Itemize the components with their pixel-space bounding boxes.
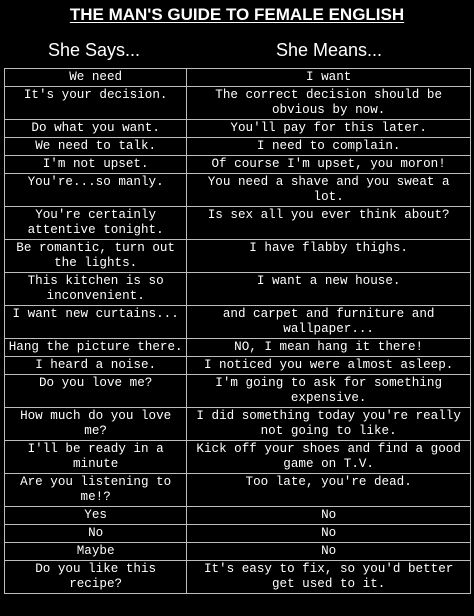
- table-row: [5, 306, 471, 339]
- she-means-cell: Of course I'm upset, you moron!: [187, 156, 471, 174]
- column-header-she-says: She Says...: [48, 40, 141, 60]
- table-row: [5, 525, 471, 543]
- table-body: [5, 69, 471, 594]
- she-says-cell: Do you like this recipe?: [5, 561, 187, 594]
- she-means-cell: No: [187, 543, 471, 561]
- she-says-cell: It's your decision.: [5, 87, 187, 120]
- table-row: [5, 240, 471, 273]
- she-says-cell: I heard a noise.: [5, 357, 187, 375]
- she-says-cell: Are you listening to me!?: [5, 474, 187, 507]
- she-means-cell: No: [187, 507, 471, 525]
- she-says-cell: We need to talk.: [5, 138, 187, 156]
- table-row: [5, 507, 471, 525]
- page-title: THE MAN'S GUIDE TO FEMALE ENGLISH: [69, 5, 405, 24]
- table-row: [5, 87, 471, 120]
- she-means-cell: I want a new house.: [187, 273, 471, 306]
- table-row: [5, 561, 471, 594]
- table-row: [5, 543, 471, 561]
- she-says-cell: You're...so manly.: [5, 174, 187, 207]
- she-says-cell: You're certainly attentive tonight.: [5, 207, 187, 240]
- table-row: [5, 375, 471, 408]
- she-means-cell: No: [187, 525, 471, 543]
- she-says-cell: We need: [5, 69, 187, 87]
- she-says-cell: This kitchen is so inconvenient.: [5, 273, 187, 306]
- she-says-cell: Do you love me?: [5, 375, 187, 408]
- she-says-cell: I'm not upset.: [5, 156, 187, 174]
- she-means-cell: I want: [187, 69, 471, 87]
- she-means-cell: and carpet and furniture and wallpaper...: [187, 306, 471, 339]
- she-says-cell: Hang the picture there.: [5, 339, 187, 357]
- table-row: [5, 357, 471, 375]
- table-row: [5, 441, 471, 474]
- table-row: [5, 474, 471, 507]
- she-says-cell: I'll be ready in a minute: [5, 441, 187, 474]
- she-says-cell: Be romantic, turn out the lights.: [5, 240, 187, 273]
- table-row: [5, 207, 471, 240]
- table-row: [5, 273, 471, 306]
- she-means-cell: NO, I mean hang it there!: [187, 339, 471, 357]
- she-means-cell: The correct decision should be obvious by now.: [187, 87, 471, 120]
- she-means-cell: I noticed you were almost asleep.: [187, 357, 471, 375]
- table-row: [5, 174, 471, 207]
- she-means-cell: You'll pay for this later.: [187, 120, 471, 138]
- she-means-cell: I did something today you're really not going to like.: [187, 408, 471, 441]
- column-header-she-means: She Means...: [276, 40, 383, 60]
- table-row: [5, 69, 471, 87]
- she-means-cell: I'm going to ask for something expensive.: [187, 375, 471, 408]
- table-row: [5, 408, 471, 441]
- she-means-cell: Is sex all you ever think about?: [187, 207, 471, 240]
- table-row: [5, 156, 471, 174]
- translation-table: [4, 68, 471, 594]
- she-means-cell: I have flabby thighs.: [187, 240, 471, 273]
- she-says-cell: Yes: [5, 507, 187, 525]
- she-says-cell: Maybe: [5, 543, 187, 561]
- she-means-cell: Kick off your shoes and find a good game on T.V.: [187, 441, 471, 474]
- she-means-cell: It's easy to fix, so you'd better get used to it.: [187, 561, 471, 594]
- she-means-cell: You need a shave and you sweat a lot.: [187, 174, 471, 207]
- she-means-cell: Too late, you're dead.: [187, 474, 471, 507]
- she-says-cell: No: [5, 525, 187, 543]
- table-row: [5, 339, 471, 357]
- she-means-cell: I need to complain.: [187, 138, 471, 156]
- she-says-cell: I want new curtains...: [5, 306, 187, 339]
- she-says-cell: How much do you love me?: [5, 408, 187, 441]
- she-says-cell: Do what you want.: [5, 120, 187, 138]
- table-row: [5, 138, 471, 156]
- table-row: [5, 120, 471, 138]
